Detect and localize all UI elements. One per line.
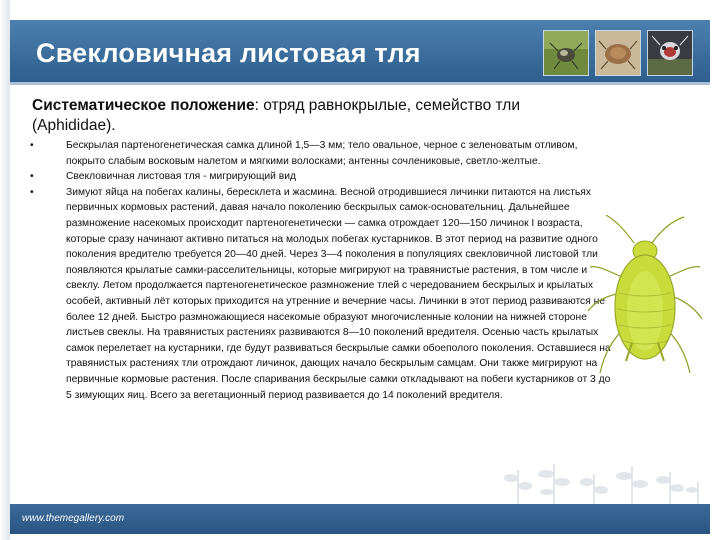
bullet-item <box>30 169 616 185</box>
bullet-item <box>30 138 616 169</box>
aphid-thumbnail-2 <box>595 30 641 76</box>
aphid-thumbnail-1 <box>543 30 589 76</box>
aphid-photo-brown-icon <box>596 31 640 75</box>
green-aphid-drawing-icon <box>586 215 704 425</box>
subtitle-bold: Систематическое положение <box>32 97 255 114</box>
bullet-list <box>30 138 616 403</box>
footer-url[interactable]: www.themegallery.com <box>22 513 125 524</box>
bullet-text: Свекловичная листовая тля - мигрирующий вид <box>66 171 297 183</box>
aphid-illustration <box>586 215 704 430</box>
aphid-photo-dark-icon <box>648 31 692 75</box>
aphid-photo-green-icon <box>544 31 588 75</box>
title-bar-underline <box>10 82 710 85</box>
bullet-marker: • <box>30 171 34 183</box>
bullet-marker: • <box>30 140 34 151</box>
aphid-thumbnail-3 <box>647 30 693 76</box>
bullet-marker: • <box>30 186 34 198</box>
plant-silhouettes-icon <box>498 462 708 506</box>
systematic-position <box>32 96 602 136</box>
bullet-text: Зимуют яйца на побегах калины, бересклета и жасмина. Весной отродившиеся личинки питаются на листьях первичных кормовых растений, давая начало поколению бескрылых самок-основательниц. Дальнейшее размножение насекомых происходит партеногенетически — самка отрождает 120—150 личинок I возраста, которые сразу начинают активно питаться на молодых побегах кустарников. В этот период на развитие одного поколения вредителю требуется 20—40 дней. Через 3—4 поколения в популяциях свекловичной листовой тли появляются крылатые самки-расселительницы, которые мигрируют на травянистые растения, в том числе и свеклу. Летом продолжается партеногенетическое размножение тлей с чередованием бескрылых и крылатых особей, активный лёт которых приходится на утренние и вечерние часы. Личинки в этот период развиваются не более 12 дней. Быстро размножающиеся насекомые образуют многочисленные колонии на нижней стороне листьев свеклы. На травянистых растениях развиваются 8—10 поколений вредителя. Осенью часть крылатых самок перелетает на кустарники, где будут развиваться бескрылые самки обоеполого поколения. Оставшиеся на травянистых растениях тли отрождают личинок, дающих начало бескрылым самцам. Они также мигрируют на первичные кормовые растения. После спаривания бескрылые самки откладывают на побеги кустарников от 3 до 5 зимующих яиц. Всего за вегетационный период развивается до 14 поколений вредителя. <box>66 186 611 401</box>
bullet-text: Бескрылая партеногенетическая самка длиной 1,5—3 мм; тело овальное, черное с зеленоватым отливом, покрыто слабым восковым налетом и мягкими волосками; антенны сочлениковые, светло-желтые. <box>66 140 578 167</box>
subtitle-rest: : отряд равнокрылые, семейство тли (Aphididae). <box>32 97 521 134</box>
bullet-item <box>30 185 616 403</box>
slide-title: Свекловичная листовая тля <box>36 38 421 68</box>
left-gradient-band <box>0 0 10 540</box>
